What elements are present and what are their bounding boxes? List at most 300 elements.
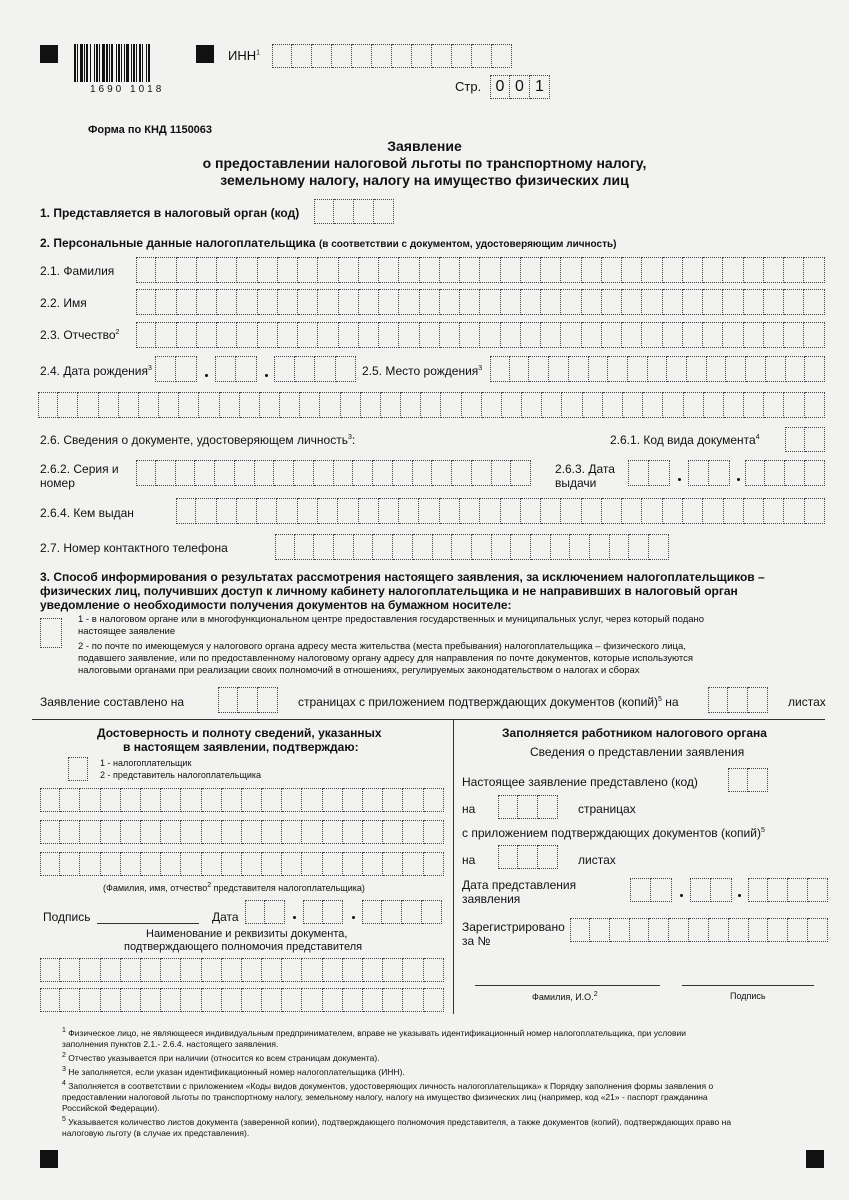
input-cell[interactable] [541, 257, 561, 283]
input-cell[interactable] [361, 392, 381, 418]
input-cell[interactable] [748, 768, 768, 792]
input-cell[interactable] [60, 788, 80, 812]
input-cell[interactable] [202, 788, 222, 812]
input-cell[interactable] [282, 958, 302, 982]
input-cell[interactable] [278, 289, 298, 315]
input-cell[interactable] [315, 356, 336, 382]
input-cell[interactable] [784, 392, 804, 418]
input-cell[interactable] [492, 534, 512, 560]
input-cell[interactable] [202, 988, 222, 1012]
input-cell[interactable] [728, 768, 748, 792]
submission-month-field[interactable] [690, 878, 732, 902]
input-cell[interactable] [460, 289, 480, 315]
input-cell[interactable] [510, 356, 530, 382]
input-cell[interactable] [242, 958, 262, 982]
input-cell[interactable] [318, 257, 338, 283]
input-cell[interactable] [583, 392, 603, 418]
input-cell[interactable] [663, 322, 683, 348]
input-cell[interactable] [744, 257, 764, 283]
input-cell[interactable] [218, 687, 238, 713]
input-cell[interactable] [413, 534, 433, 560]
input-cell[interactable] [161, 852, 181, 876]
input-cell[interactable] [630, 878, 651, 902]
input-cell[interactable] [197, 257, 217, 283]
input-cell[interactable] [298, 498, 318, 524]
input-cell[interactable] [542, 392, 562, 418]
input-cell[interactable] [440, 322, 460, 348]
input-cell[interactable] [622, 498, 642, 524]
input-cell[interactable] [764, 498, 784, 524]
input-cell[interactable] [684, 392, 704, 418]
input-cell[interactable] [139, 392, 159, 418]
input-cell[interactable] [683, 289, 703, 315]
input-cell[interactable] [238, 687, 258, 713]
input-cell[interactable] [155, 356, 176, 382]
input-cell[interactable] [181, 988, 201, 1012]
input-cell[interactable] [372, 44, 392, 68]
input-cell[interactable] [295, 356, 316, 382]
input-cell[interactable] [121, 788, 141, 812]
input-cell[interactable] [121, 988, 141, 1012]
input-cell[interactable] [314, 460, 334, 486]
input-cell[interactable] [300, 392, 320, 418]
input-cell[interactable] [217, 289, 237, 315]
input-cell[interactable] [294, 460, 314, 486]
input-cell[interactable] [424, 788, 444, 812]
input-cell[interactable] [687, 356, 707, 382]
input-cell[interactable] [277, 498, 297, 524]
input-cell[interactable] [176, 356, 197, 382]
input-cell[interactable] [40, 852, 60, 876]
input-cell[interactable] [399, 289, 419, 315]
input-cell[interactable] [379, 322, 399, 348]
input-cell[interactable] [424, 852, 444, 876]
input-cell[interactable] [498, 795, 518, 819]
input-cell[interactable] [40, 820, 60, 844]
input-cell[interactable] [40, 958, 60, 982]
input-cell[interactable] [68, 757, 88, 781]
input-cell[interactable] [703, 322, 723, 348]
input-cell[interactable] [101, 852, 121, 876]
input-cell[interactable] [341, 392, 361, 418]
input-cell[interactable] [805, 427, 825, 452]
input-cell[interactable] [339, 257, 359, 283]
input-cell[interactable] [784, 498, 804, 524]
input-cell[interactable] [332, 44, 352, 68]
input-cell[interactable] [280, 392, 300, 418]
input-cell[interactable] [424, 988, 444, 1012]
input-cell[interactable] [302, 820, 322, 844]
input-cell[interactable] [381, 392, 401, 418]
input-cell[interactable] [784, 289, 804, 315]
input-cell[interactable] [343, 788, 363, 812]
input-cell[interactable] [590, 918, 610, 942]
input-cell[interactable] [501, 289, 521, 315]
input-cell[interactable] [511, 534, 531, 560]
input-cell[interactable] [643, 392, 663, 418]
input-cell[interactable] [121, 852, 141, 876]
input-cell[interactable] [651, 878, 672, 902]
input-cell[interactable] [359, 289, 379, 315]
input-cell[interactable] [336, 356, 357, 382]
input-cell[interactable] [179, 392, 199, 418]
input-cell[interactable] [711, 878, 732, 902]
birth-month-field[interactable] [215, 356, 257, 382]
input-cell[interactable] [490, 356, 510, 382]
input-cell[interactable] [541, 289, 561, 315]
patronymic-field[interactable] [136, 322, 825, 348]
staff-pages-field[interactable] [498, 795, 558, 819]
input-cell[interactable] [177, 289, 197, 315]
input-cell[interactable] [421, 392, 441, 418]
input-cell[interactable] [521, 322, 541, 348]
input-cell[interactable] [402, 900, 422, 924]
input-cell[interactable] [235, 460, 255, 486]
input-cell[interactable] [323, 820, 343, 844]
input-cell[interactable] [649, 460, 670, 486]
input-cell[interactable] [628, 460, 649, 486]
input-cell[interactable] [359, 498, 379, 524]
input-cell[interactable] [242, 788, 262, 812]
input-cell[interactable] [383, 958, 403, 982]
input-cell[interactable] [412, 44, 432, 68]
input-cell[interactable] [689, 918, 709, 942]
input-cell[interactable] [318, 289, 338, 315]
input-cell[interactable] [683, 322, 703, 348]
input-cell[interactable] [724, 498, 744, 524]
input-cell[interactable] [383, 788, 403, 812]
input-cell[interactable] [744, 392, 764, 418]
input-cell[interactable] [582, 289, 602, 315]
input-cell[interactable] [382, 900, 402, 924]
input-cell[interactable] [222, 820, 242, 844]
input-cell[interactable] [608, 356, 628, 382]
input-cell[interactable] [121, 958, 141, 982]
input-cell[interactable] [452, 534, 472, 560]
input-cell[interactable] [323, 788, 343, 812]
input-cell[interactable] [80, 852, 100, 876]
input-cell[interactable] [181, 852, 201, 876]
input-cell[interactable] [649, 534, 669, 560]
input-cell[interactable] [501, 257, 521, 283]
input-cell[interactable] [764, 289, 784, 315]
input-cell[interactable] [501, 322, 521, 348]
input-cell[interactable] [704, 392, 724, 418]
input-cell[interactable] [432, 44, 452, 68]
input-cell[interactable] [323, 988, 343, 1012]
input-cell[interactable] [278, 322, 298, 348]
input-cell[interactable] [363, 988, 383, 1012]
input-cell[interactable] [379, 257, 399, 283]
input-cell[interactable] [101, 820, 121, 844]
input-cell[interactable] [420, 289, 440, 315]
input-cell[interactable] [441, 392, 461, 418]
input-cell[interactable] [622, 289, 642, 315]
input-cell[interactable] [354, 534, 374, 560]
input-cell[interactable] [460, 257, 480, 283]
input-cell[interactable] [80, 988, 100, 1012]
input-cell[interactable] [569, 356, 589, 382]
input-cell[interactable] [373, 460, 393, 486]
input-cell[interactable] [521, 257, 541, 283]
input-cell[interactable] [363, 820, 383, 844]
input-cell[interactable] [101, 788, 121, 812]
input-cell[interactable] [784, 322, 804, 348]
input-cell[interactable] [161, 788, 181, 812]
input-cell[interactable] [399, 257, 419, 283]
input-cell[interactable] [353, 460, 373, 486]
input-cell[interactable] [40, 618, 62, 648]
input-cell[interactable] [343, 988, 363, 1012]
input-cell[interactable] [472, 460, 492, 486]
input-cell[interactable] [551, 534, 571, 560]
input-cell[interactable] [242, 820, 262, 844]
input-cell[interactable] [262, 820, 282, 844]
input-cell[interactable] [480, 498, 500, 524]
input-cell[interactable] [274, 460, 294, 486]
input-cell[interactable] [452, 44, 472, 68]
input-cell[interactable] [663, 257, 683, 283]
input-cell[interactable] [785, 427, 805, 452]
input-cell[interactable] [334, 534, 354, 560]
input-cell[interactable] [648, 356, 668, 382]
input-cell[interactable] [272, 44, 292, 68]
input-cell[interactable] [275, 534, 295, 560]
input-cell[interactable] [744, 322, 764, 348]
input-cell[interactable] [80, 958, 100, 982]
input-cell[interactable] [403, 958, 423, 982]
input-cell[interactable] [292, 44, 312, 68]
input-cell[interactable] [136, 460, 156, 486]
input-cell[interactable] [318, 498, 338, 524]
input-cell[interactable] [401, 392, 421, 418]
input-cell[interactable] [667, 356, 687, 382]
input-cell[interactable] [765, 460, 785, 486]
input-cell[interactable] [374, 199, 394, 224]
input-cell[interactable] [420, 322, 440, 348]
input-cell[interactable] [237, 257, 257, 283]
input-cell[interactable] [642, 322, 662, 348]
input-cell[interactable] [460, 498, 480, 524]
input-cell[interactable] [80, 820, 100, 844]
input-cell[interactable] [723, 257, 743, 283]
input-cell[interactable] [562, 392, 582, 418]
input-cell[interactable] [199, 392, 219, 418]
input-cell[interactable] [262, 852, 282, 876]
input-cell[interactable] [403, 988, 423, 1012]
input-cell[interactable] [215, 356, 236, 382]
input-cell[interactable] [690, 878, 711, 902]
input-cell[interactable] [622, 257, 642, 283]
input-cell[interactable] [318, 322, 338, 348]
input-cell[interactable] [101, 958, 121, 982]
input-cell[interactable] [323, 958, 343, 982]
input-cell[interactable] [237, 289, 257, 315]
input-cell[interactable] [472, 44, 492, 68]
input-cell[interactable] [788, 918, 808, 942]
input-cell[interactable] [628, 356, 648, 382]
input-cell[interactable] [723, 322, 743, 348]
input-cell[interactable] [501, 498, 521, 524]
input-cell[interactable] [181, 958, 201, 982]
input-cell[interactable] [749, 918, 769, 942]
input-cell[interactable] [339, 289, 359, 315]
input-cell[interactable] [768, 878, 788, 902]
input-cell[interactable] [278, 257, 298, 283]
input-cell[interactable] [141, 820, 161, 844]
issued-by-field[interactable] [176, 498, 825, 524]
input-cell[interactable] [197, 322, 217, 348]
input-cell[interactable] [549, 356, 569, 382]
input-cell[interactable] [222, 988, 242, 1012]
input-cell[interactable] [274, 356, 295, 382]
input-cell[interactable] [99, 392, 119, 418]
input-cell[interactable] [314, 199, 334, 224]
input-cell[interactable] [242, 988, 262, 1012]
input-cell[interactable] [663, 392, 683, 418]
input-cell[interactable] [362, 900, 382, 924]
input-cell[interactable] [141, 852, 161, 876]
input-cell[interactable] [393, 534, 413, 560]
input-cell[interactable] [709, 918, 729, 942]
input-cell[interactable] [156, 289, 176, 315]
input-cell[interactable] [804, 257, 824, 283]
input-cell[interactable] [603, 392, 623, 418]
input-cell[interactable] [768, 918, 788, 942]
input-cell[interactable] [323, 900, 343, 924]
input-cell[interactable] [197, 289, 217, 315]
input-cell[interactable] [502, 392, 522, 418]
input-cell[interactable] [312, 44, 332, 68]
input-cell[interactable] [119, 392, 139, 418]
input-cell[interactable] [379, 498, 399, 524]
input-cell[interactable] [541, 322, 561, 348]
input-cell[interactable] [141, 958, 161, 982]
input-cell[interactable] [359, 257, 379, 283]
input-cell[interactable] [492, 460, 512, 486]
input-cell[interactable] [265, 900, 285, 924]
input-cell[interactable] [623, 392, 643, 418]
input-cell[interactable] [707, 356, 727, 382]
input-cell[interactable] [195, 460, 215, 486]
input-cell[interactable] [570, 918, 590, 942]
input-cell[interactable] [295, 534, 315, 560]
input-cell[interactable] [242, 852, 262, 876]
input-cell[interactable] [420, 257, 440, 283]
input-cell[interactable] [303, 900, 323, 924]
input-cell[interactable] [642, 289, 662, 315]
issue-month-field[interactable] [688, 460, 730, 486]
input-cell[interactable] [141, 788, 161, 812]
input-cell[interactable] [432, 460, 452, 486]
input-cell[interactable] [334, 199, 354, 224]
input-cell[interactable] [298, 257, 318, 283]
input-cell[interactable] [433, 534, 453, 560]
input-cell[interactable] [723, 289, 743, 315]
notification-method-field[interactable] [40, 618, 62, 648]
representative-name-row[interactable] [40, 852, 444, 876]
input-cell[interactable] [255, 460, 275, 486]
input-cell[interactable] [298, 322, 318, 348]
input-cell[interactable] [202, 958, 222, 982]
submission-year-field[interactable] [748, 878, 828, 902]
input-cell[interactable] [40, 988, 60, 1012]
input-cell[interactable] [424, 820, 444, 844]
input-cell[interactable] [785, 460, 805, 486]
input-cell[interactable] [202, 820, 222, 844]
input-cell[interactable] [161, 820, 181, 844]
pages-count-field[interactable] [218, 687, 278, 713]
input-cell[interactable] [136, 257, 156, 283]
input-cell[interactable] [805, 460, 825, 486]
input-cell[interactable] [80, 788, 100, 812]
input-cell[interactable] [649, 918, 669, 942]
input-cell[interactable] [538, 845, 558, 869]
input-cell[interactable] [258, 687, 278, 713]
input-cell[interactable] [492, 44, 512, 68]
input-cell[interactable] [136, 322, 156, 348]
input-cell[interactable] [683, 257, 703, 283]
input-cell[interactable] [462, 392, 482, 418]
input-cell[interactable] [529, 356, 549, 382]
input-cell[interactable] [323, 852, 343, 876]
input-cell[interactable] [339, 322, 359, 348]
input-cell[interactable] [156, 460, 176, 486]
input-cell[interactable] [60, 852, 80, 876]
input-cell[interactable] [744, 289, 764, 315]
input-cell[interactable] [403, 820, 423, 844]
input-cell[interactable] [480, 322, 500, 348]
input-cell[interactable] [511, 460, 531, 486]
input-cell[interactable] [177, 322, 197, 348]
input-cell[interactable] [764, 392, 784, 418]
input-cell[interactable] [440, 498, 460, 524]
birth-place-field[interactable] [490, 356, 825, 382]
input-cell[interactable] [522, 392, 542, 418]
authority-document-row[interactable] [40, 988, 444, 1012]
input-cell[interactable] [262, 958, 282, 982]
input-cell[interactable] [518, 795, 538, 819]
input-cell[interactable] [663, 289, 683, 315]
input-cell[interactable] [121, 820, 141, 844]
input-cell[interactable] [804, 289, 824, 315]
input-cell[interactable] [708, 687, 728, 713]
input-cell[interactable] [440, 257, 460, 283]
input-cell[interactable] [258, 257, 278, 283]
input-cell[interactable] [260, 392, 280, 418]
input-cell[interactable] [302, 958, 322, 982]
input-cell[interactable] [663, 498, 683, 524]
input-cell[interactable] [804, 322, 824, 348]
input-cell[interactable] [383, 988, 403, 1012]
input-cell[interactable] [748, 878, 768, 902]
input-cell[interactable] [746, 356, 766, 382]
input-cell[interactable] [215, 460, 235, 486]
input-cell[interactable] [561, 289, 581, 315]
input-cell[interactable] [282, 988, 302, 1012]
input-cell[interactable] [709, 460, 730, 486]
input-cell[interactable] [343, 852, 363, 876]
submission-day-field[interactable] [630, 878, 672, 902]
input-cell[interactable] [630, 918, 650, 942]
input-cell[interactable] [240, 392, 260, 418]
input-cell[interactable] [399, 498, 419, 524]
input-cell[interactable] [808, 878, 828, 902]
input-cell[interactable] [805, 356, 825, 382]
input-cell[interactable] [343, 820, 363, 844]
input-cell[interactable] [480, 289, 500, 315]
input-cell[interactable] [282, 820, 302, 844]
